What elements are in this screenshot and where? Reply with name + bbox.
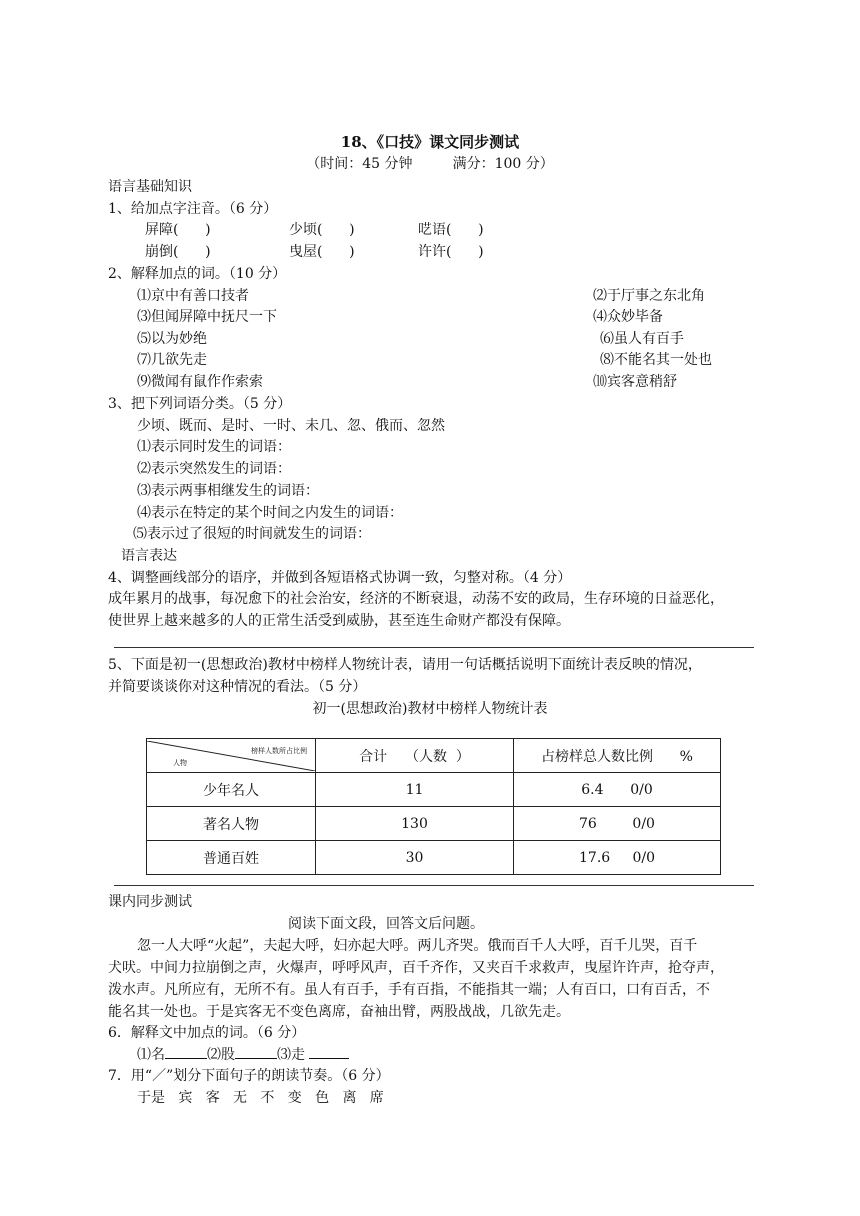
q3-item: ⑷表示在特定的某个时间之内发生的词语： (137, 505, 403, 521)
q7-sentence: 于是 宾 客 无 不 变 色 离 席 (137, 1090, 384, 1106)
row-name: 少年名人 (147, 773, 316, 807)
statistics-table (146, 738, 721, 875)
row-name: 著名人物 (147, 807, 316, 841)
q1-item: 崩倒( ) (145, 244, 211, 260)
reading-instruction: 阅读下面文段，回答文后问题。 (288, 916, 484, 932)
answer-blank[interactable] (165, 1046, 207, 1059)
q2-item: ⑵于厅事之东北角 (593, 288, 705, 304)
row-count: 30 (316, 841, 514, 875)
question-7-stem: 7．用“／”划分下面句子的朗读节奏。（6 分） (108, 1068, 390, 1084)
header-count: 合计 （人数 ） (316, 739, 514, 773)
answer-blank[interactable] (309, 1046, 349, 1059)
q2-item: ⑸以为妙绝 (137, 331, 207, 347)
q2-item: ⑻不能名其一处也 (600, 352, 712, 368)
q2-item: ⑹虽人有百手 (600, 331, 684, 347)
q3-item: ⑵表示突然发生的词语： (137, 461, 291, 477)
q2-item: ⑷众妙毕备 (593, 309, 663, 325)
page-title: 18、《口技》课文同步测试 (340, 133, 520, 151)
reading-passage-line: 泼水声。凡所应有，无所不有。虽人有百手，手有百指，不能指其一端；人有百口，口有百舌，不 (108, 982, 710, 998)
q3-item: ⑴表示同时发生的词语： (137, 439, 291, 455)
question-6-stem: 6．解释文中加点的词。（6 分） (108, 1025, 306, 1041)
q6-item-label: ⑴名 (137, 1047, 165, 1063)
answer-line (114, 885, 754, 886)
reading-passage-line: 能名其一处也。于是宾客无不变色离席，奋袖出臂，两股战战，几欲先走。 (108, 1004, 570, 1020)
row-ratio: 6.4 0/0 (514, 773, 721, 807)
q6-answers (137, 1046, 349, 1064)
table-row (147, 841, 721, 875)
q1-item: 少顷( ) (289, 222, 355, 238)
table-row (147, 773, 721, 807)
diag-header-top: 榜样人数所占比例 (251, 746, 307, 755)
question-2-stem: 2、解释加点的词。（10 分） (108, 266, 287, 282)
diagonal-header-cell (147, 739, 316, 773)
q1-item: 呓语( ) (418, 222, 484, 238)
question-1-stem: 1、给加点字注音。（6 分） (108, 201, 278, 217)
section-heading-basics: 语言基础知识 (108, 179, 192, 195)
q3-item: ⑸表示过了很短的时间就发生的词语： (133, 526, 371, 542)
row-name: 普通百姓 (147, 841, 316, 875)
q3-item: ⑶表示两事相继发生的词语： (137, 483, 319, 499)
question-4-stem: 4、调整画线部分的语序，并做到各短语格式协调一致，匀整对称。（4 分） (108, 570, 572, 586)
answer-blank[interactable] (235, 1046, 277, 1059)
row-count: 11 (316, 773, 514, 807)
q3-word-list: 少顷、既而、是时、一时、未几、忽、俄而、忽然 (137, 418, 445, 434)
question-3-stem: 3、把下列词语分类。（5 分） (108, 396, 292, 412)
section-heading-expression: 语言表达 (121, 548, 177, 564)
table-row (147, 807, 721, 841)
page-subtitle: （时间：45 分钟 满分：100 分） (306, 156, 554, 172)
reading-passage-line: 犬吠。中间力拉崩倒之声，火爆声，呼呼风声，百千齐作，又夹百千求救声，曳屋许许声，抢夺声， (108, 960, 724, 976)
q4-passage-line: 使世界上越来越多的人的正常生活受到威胁，甚至连生命财产都没有保障。 (108, 613, 570, 629)
answer-line (114, 647, 754, 648)
q1-item: 屏障( ) (145, 222, 211, 238)
row-ratio: 76 0/0 (514, 807, 721, 841)
q1-item: 曳屋( ) (289, 244, 355, 260)
q2-item: ⑶但闻屏障中抚尺一下 (137, 309, 277, 325)
q6-item-label: ⑶走 (277, 1047, 305, 1063)
reading-passage-line: 忽一人大呼“火起”，夫起大呼，妇亦起大呼。两儿齐哭。俄而百千人大呼，百千儿哭，百千 (137, 938, 698, 954)
row-count: 130 (316, 807, 514, 841)
diag-header-bottom: 人物 (173, 758, 187, 767)
question-5-stem-cont: 并简要谈谈你对这种情况的看法。（5 分） (108, 679, 367, 695)
q4-passage-line: 成年累月的战事，每况愈下的社会治安，经济的不断衰退，动荡不安的政局，生存环境的日益恶化， (108, 591, 724, 607)
q6-item-label: ⑵股 (207, 1047, 235, 1063)
row-ratio: 17.6 0/0 (514, 841, 721, 875)
question-5-stem: 5、下面是初一(思想政治)教材中榜样人物统计表，请用一句话概括说明下面统计表反映的情况， (108, 657, 702, 673)
q2-item: ⑽宾客意稍舒 (593, 374, 677, 390)
table-title: 初一(思想政治)教材中榜样人物统计表 (312, 701, 548, 717)
q2-item: ⑴京中有善口技者 (137, 288, 249, 304)
section-heading-inclass: 课内同步测试 (108, 894, 192, 910)
q2-item: ⑺几欲先走 (137, 352, 207, 368)
q1-item: 许许( ) (418, 244, 484, 260)
q2-item: ⑼微闻有鼠作作索索 (137, 374, 263, 390)
table-header-row (147, 739, 721, 773)
header-ratio: 占榜样总人数比例 % (514, 739, 721, 773)
